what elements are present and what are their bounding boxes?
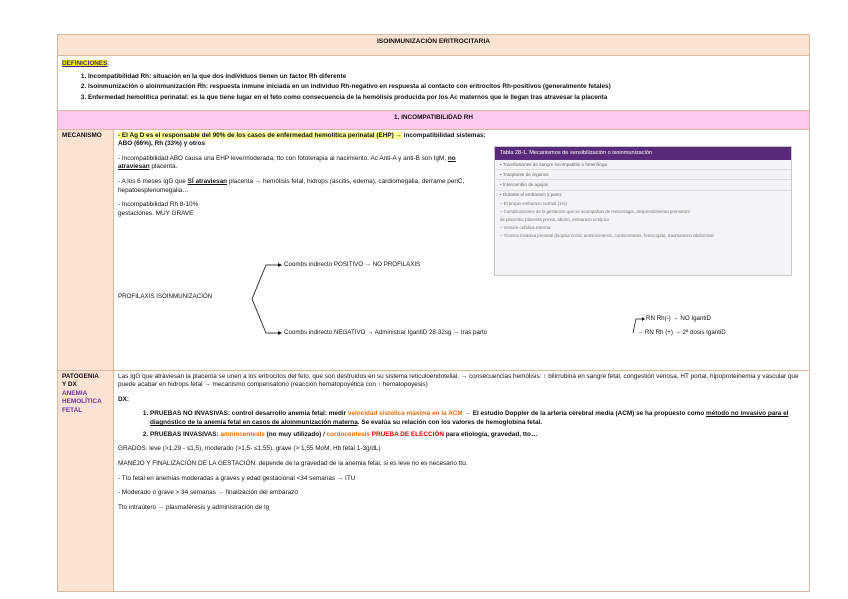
patogenia-label: PATOGENIA Y DX ANEMIA HEMOLÍTICA FETAL bbox=[58, 370, 114, 591]
patogenia-cell bbox=[114, 370, 810, 591]
definitions-list bbox=[62, 73, 805, 103]
rn-positive: → RN Rh (+) → 2ª dosis IgantiD bbox=[637, 328, 726, 336]
mecanismo-p1: - El Ag D es el responsable del 90% de los casos de enfermedad hemolítica perinatal (EHP) → incompatibilidad sistemas: ABO (66%), Rh (33%) y otros bbox=[118, 131, 486, 148]
figure-row: • Transfusiones de sangre incompatible o heteróloga bbox=[495, 160, 791, 170]
definitions-row bbox=[58, 56, 810, 111]
rn-negative: RN Rh(-) → NO IgantiD bbox=[646, 314, 711, 322]
dx-list bbox=[118, 410, 805, 439]
tto-line: - Moderado o grave > 34 semanas → finalización del embarazo bbox=[118, 489, 298, 497]
figure-body-line: de placenta, placenta previa, aborto, embarazo ectópico bbox=[500, 216, 610, 222]
tto-line: - Tto fetal en anemias moderadas a graves y edad gestacional <34 semanas → ITU bbox=[118, 474, 356, 482]
figure-row: • Trasplante de órganos bbox=[495, 170, 791, 180]
figure-header: Tabla 28-1. Mecanismos de sensibilización o isoinmunización bbox=[495, 147, 791, 161]
mecanismo-p2: - Incompatibilidad ABO causa una EHP leve/moderada, tto con fototerapia al nacimiento. Ac Anti-A y anti-B son IgM, no atraviesan placenta. bbox=[118, 154, 456, 171]
definitions-cell bbox=[58, 56, 810, 111]
manejo: MANEJO Y FINALIZACIÓN DE LA GESTACIÓN: depende de la gravedad de la anemia fetal, si es leve no es necesario tto. bbox=[118, 460, 468, 468]
figure-body-line: – Técnica invasiva prenatal (biopsia corial, amniocentesis, cordocentesis, fetoscopia), traumatismo abdominal bbox=[500, 232, 714, 238]
dx-item: 1. PRUEBAS NO INVASIVAS: control desarrollo anemia fetal: medir velocidad sistólica máxima en la ACM → El estudio Doppler de la arteria cerebral media (ACM) se ha propuesto como método no invasivo para el diagnóstico de la anemia fetal en casos de aloinmunización materna. Se evalúa su relación con los valores de hemoglobina fetal. bbox=[150, 410, 805, 427]
mecanismo-p3: - A los 6 meses IgG que SÍ atraviesan placenta → hemólisis fetal, hidrops (ascitis, edema), cardiomegalia, derrame periC, hepatoesplenomegalia… bbox=[118, 178, 465, 194]
document-page bbox=[57, 34, 809, 592]
patogenia-p1: Las IgG que atraviesan la placenta se unen a los eritrocitos del feto, que son destruidos en su sistema reticuloendotelial. → consecuencias hemólisis: ↑ bilirrubina en sangre fetal, congestión venosa, HT portal, hipoproteinemia y vascular que puede acabar en hidrops fetal → mecanismo compensatorio (reacción hematopoyética con ↑ hematopoyesis) bbox=[118, 372, 799, 389]
grados: GRADOS: leve (>1,29 - ≤1,5), moderado (>1,5- ≤1,55), grave (> 1,55 MoM, Hb fetal 1-3g/dL) bbox=[118, 445, 381, 453]
mecanismo-label: MECANISMO bbox=[58, 129, 114, 370]
patogenia-row bbox=[58, 370, 810, 591]
definition-item: 2. Isoinmunización o aloinmunización Rh: respuesta inmune iniciada en un individuo Rh-negativo en respuesta al contacto con eritrocitos Rh-positivos (generalmente fetales) bbox=[88, 83, 805, 92]
page-title: ISOINMUNIZACIÓN ERITROCITARIA bbox=[58, 35, 810, 56]
figure-body-line: – El propio embarazo normal (1%) bbox=[500, 200, 567, 206]
mecanismo-cell bbox=[114, 129, 810, 370]
definitions-label: DEFINICIONES bbox=[62, 60, 108, 67]
tto-line: Tto intraútero → plasmaféresis y administración de Ig bbox=[118, 503, 270, 511]
title-row bbox=[58, 35, 810, 56]
profilaxis-label: PROFILAXIS ISOINMUNIZACIÓN bbox=[118, 292, 213, 300]
dx-item: 2. PRUEBAS INVASIVAS: amniocentesis (no muy utilizado) / cordocentesis PRUEBA DE ELECCIÓN para etiología, gravedad, tto… bbox=[150, 431, 805, 440]
definition-item: 3. Enfermedad hemolítica perinatal: es la que tiene lugar en el feto como consecuencia de la hemólisis producida por los Ac maternos que le llegan tras atravesar la placenta bbox=[88, 94, 805, 103]
section-title: 1. INCOMPATIBILIDAD RH bbox=[58, 110, 810, 129]
figure-body-line: – Versión cefálica externa bbox=[500, 224, 551, 230]
mecanismo-row bbox=[58, 129, 810, 370]
profilaxis-branch-negative: Coombs indirecto NEGATIVO → Administrar IgantiD 28-32sg → tras parto bbox=[284, 328, 488, 336]
figure-row: • Intercambio de agujas bbox=[495, 180, 791, 190]
section-row bbox=[58, 110, 810, 129]
mecanismo-p4: - Incompatibilidad Rh 8-10% gestaciones. MUY GRAVE bbox=[118, 201, 199, 218]
figure-body-line: – Complicaciones de la gestación que se acompañan de metrorragia, desprendimiento prematuro bbox=[500, 208, 690, 214]
content-table bbox=[57, 34, 810, 592]
definitions-colon: : bbox=[107, 60, 110, 67]
definition-item: 1. Incompatibilidad Rh: situación en la que dos individuos tienen un factor Rh diferente bbox=[88, 73, 805, 82]
profilaxis-branch-positive: Coombs indirecto POSITIVO → NO PROFILAXIS bbox=[284, 260, 421, 268]
dx-label: DX: bbox=[118, 395, 130, 403]
figure-row: • Durante el embarazo y parto: bbox=[500, 192, 563, 198]
